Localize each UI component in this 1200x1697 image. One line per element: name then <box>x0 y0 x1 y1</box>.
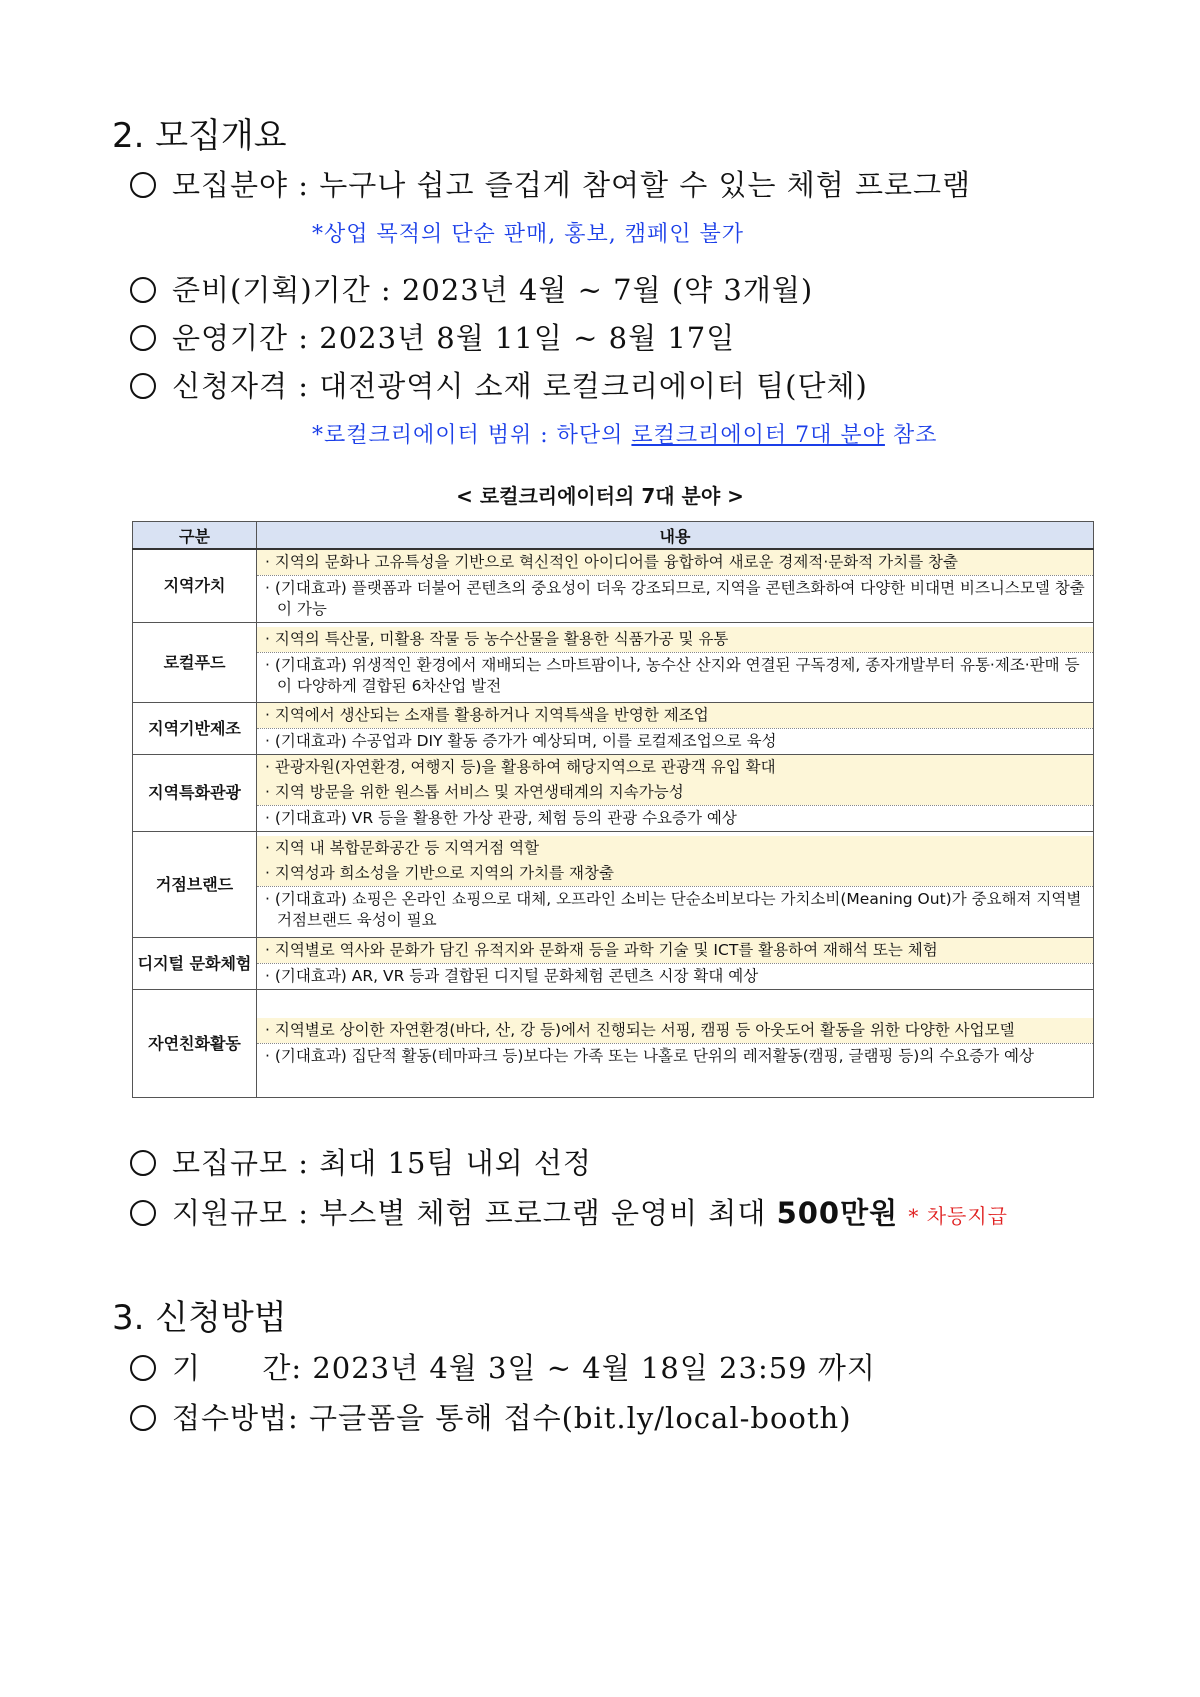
recruit-field-text: 모집분야 : 누구나 쉽고 즐겁게 참여할 수 있는 체험 프로그램 <box>172 168 972 202</box>
recruit-field-note: *상업 목적의 단순 판매, 홍보, 캠페인 불가 <box>312 222 744 247</box>
content-line: · (기대효과) 플랫폼과 더불어 콘텐츠의 중요성이 더욱 강조되므로, 지역을 콘텐츠화하여 다양한 비대면 비즈니스모델 창출이 가능 <box>257 575 1093 622</box>
table-row <box>133 832 1094 938</box>
table-row <box>133 990 1094 1098</box>
eligibility-note-link: 로컬크리에이터 7대 분야 <box>631 423 885 448</box>
category-name: 거점브랜드 <box>133 832 257 938</box>
apply-period <box>130 1346 876 1387</box>
table-caption: < 로컬크리에이터의 7대 분야 > <box>456 484 744 508</box>
content-line: · 관광자원(자연환경, 여행지 등)을 활용하여 해당지역으로 관광객 유입 확대 <box>257 755 1093 780</box>
section-2-title: 2. 모집개요 <box>112 116 287 156</box>
content-line: · (기대효과) AR, VR 등과 결합된 디지털 문화체험 콘텐츠 시장 확대 예상 <box>257 963 1093 989</box>
support-scale <box>130 1191 1008 1232</box>
table-row <box>133 755 1094 832</box>
table-row <box>133 549 1094 623</box>
prep-period-text: 준비(기획)기간 : 2023년 4월 ~ 7월 (약 3개월) <box>172 273 814 307</box>
table-row <box>133 623 1094 703</box>
content-line: · (기대효과) VR 등을 활용한 가상 관광, 체험 등의 관광 수요증가 예상 <box>257 805 1093 831</box>
operation-period <box>130 316 735 357</box>
content-line: · 지역의 문화나 고유특성을 기반으로 혁신적인 아이디어를 융합하여 새로운 경제적·문화적 가치를 창출 <box>257 550 1093 575</box>
circle-bullet-icon <box>130 1200 156 1226</box>
category-name: 지역특화관광 <box>133 755 257 832</box>
category-name: 지역기반제조 <box>133 703 257 755</box>
circle-bullet-icon <box>130 277 156 303</box>
category-name: 지역가치 <box>133 549 257 623</box>
prep-period <box>130 268 813 309</box>
operation-period-text: 운영기간 : 2023년 8월 11일 ~ 8월 17일 <box>172 321 736 355</box>
section-3-title: 3. 신청방법 <box>112 1298 287 1338</box>
category-content <box>257 938 1094 990</box>
header-content: 내용 <box>257 522 1094 550</box>
table-row <box>133 703 1094 755</box>
category-content <box>257 703 1094 755</box>
category-name: 디지털 문화체험 <box>133 938 257 990</box>
circle-bullet-icon <box>130 1150 156 1176</box>
category-name: 자연친화활동 <box>133 990 257 1098</box>
content-line: · 지역 방문을 위한 원스톱 서비스 및 자연생태계의 지속가능성 <box>257 780 1093 805</box>
content-line: · 지역별로 역사와 문화가 담긴 유적지와 문화재 등을 과학 기술 및 ICT를 활용하여 재해석 또는 체험 <box>257 938 1093 963</box>
apply-method-text: 접수방법: 구글폼을 통해 접수(bit.ly/local-booth) <box>172 1401 852 1435</box>
support-note: * 차등지급 <box>908 1204 1008 1228</box>
recruit-field <box>130 163 971 204</box>
table-row <box>133 938 1094 990</box>
content-line: · 지역의 특산물, 미활용 작물 등 농수산물을 활용한 식품가공 및 유통 <box>257 627 1093 652</box>
circle-bullet-icon <box>130 373 156 399</box>
categories-table <box>132 521 1094 1098</box>
eligibility-note <box>312 418 937 449</box>
category-content <box>257 990 1094 1098</box>
apply-period-text: 기 간: 2023년 4월 3일 ~ 4월 18일 23:59 까지 <box>172 1351 876 1385</box>
eligibility-note-suffix: 참조 <box>884 423 938 448</box>
content-line: · (기대효과) 수공업과 DIY 활동 증가가 예상되며, 이를 로컬제조업으로 육성 <box>257 728 1093 754</box>
content-line: · 지역에서 생산되는 소재를 활용하거나 지역특색을 반영한 제조업 <box>257 703 1093 728</box>
circle-bullet-icon <box>130 172 156 198</box>
support-amount: 500만원 <box>776 1196 899 1230</box>
category-name: 로컬푸드 <box>133 623 257 703</box>
recruit-scale-text: 모집규모 : 최대 15팀 내외 선정 <box>172 1146 592 1180</box>
support-scale-text: 지원규모 : 부스별 체험 프로그램 운영비 최대 <box>172 1196 777 1230</box>
category-content <box>257 755 1094 832</box>
recruit-scale <box>130 1141 592 1182</box>
eligibility <box>130 364 868 405</box>
content-line: · (기대효과) 쇼핑은 온라인 쇼핑으로 대체, 오프라인 소비는 단순소비보다는 가치소비(Meaning Out)가 중요해져 지역별 거점브랜드 육성이 필요 <box>257 886 1093 933</box>
eligibility-note-prefix: *로컬크리에이터 범위 : 하단의 <box>312 423 632 448</box>
apply-method <box>130 1396 852 1437</box>
content-line: · (기대효과) 집단적 활동(테마파크 등)보다는 가족 또는 나홀로 단위의 레저활동(캠핑, 글램핑 등)의 수요증가 예상 <box>257 1043 1093 1069</box>
circle-bullet-icon <box>130 1355 156 1381</box>
eligibility-text: 신청자격 : 대전광역시 소재 로컬크리에이터 팀(단체) <box>172 369 868 403</box>
content-line: · (기대효과) 위생적인 환경에서 재배되는 스마트팜이나, 농수산 산지와 연결된 구독경제, 종자개발부터 유통·제조·판매 등이 다양하게 결합된 6차산업 발전 <box>257 652 1093 699</box>
table-header-row <box>133 522 1094 550</box>
content-line: · 지역별로 상이한 자연환경(바다, 산, 강 등)에서 진행되는 서핑, 캠핑 등 아웃도어 활동을 위한 다양한 사업모델 <box>257 1018 1093 1043</box>
content-line: · 지역 내 복합문화공간 등 지역거점 역할 <box>257 836 1093 861</box>
content-line: · 지역성과 희소성을 기반으로 지역의 가치를 재창출 <box>257 861 1093 886</box>
category-content <box>257 549 1094 623</box>
circle-bullet-icon <box>130 1405 156 1431</box>
category-content <box>257 623 1094 703</box>
header-category: 구분 <box>133 522 257 550</box>
category-content <box>257 832 1094 938</box>
circle-bullet-icon <box>130 325 156 351</box>
